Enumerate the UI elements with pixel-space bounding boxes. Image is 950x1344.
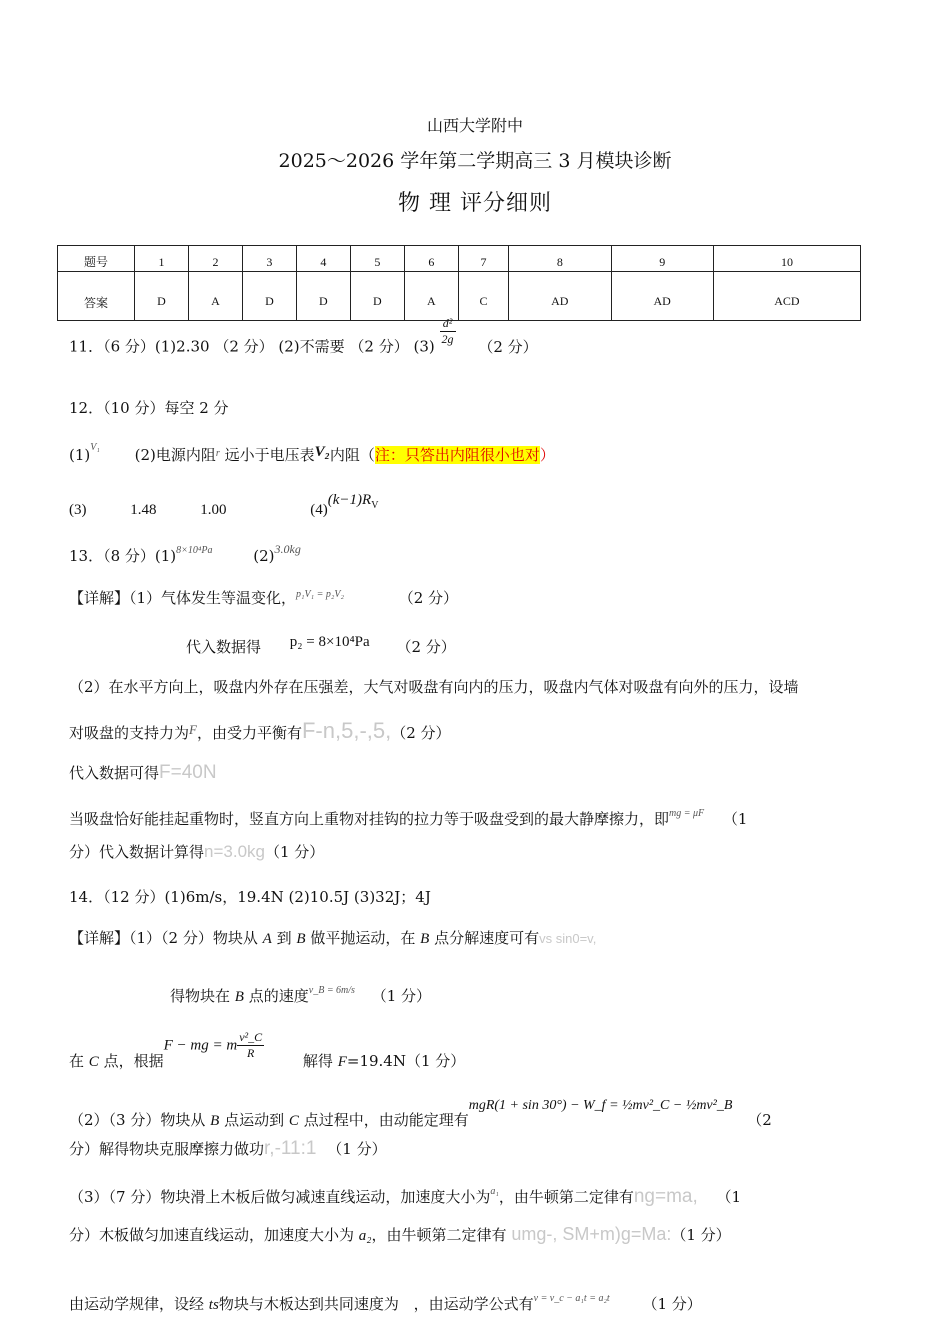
q13-eq-3: mg = μF <box>669 808 705 819</box>
q12-note: 注：只答出内阻很小也对 <box>374 446 540 464</box>
q12-head: 12．（10 分）每空 2 分 <box>69 399 229 417</box>
q14-score-1: （1 分） <box>371 987 432 1005</box>
q13-detail-text: 代入数据可得 <box>69 764 160 782</box>
q14-faint-work: r,-11:1 <box>264 1138 317 1159</box>
q14-result-1: =19.4N（1 分） <box>346 1051 466 1070</box>
q14-detail-5 <box>69 1138 387 1160</box>
table-cell: D <box>350 272 404 321</box>
q13-part2-label: (2) <box>253 547 275 565</box>
point-c-symbol: C <box>88 1053 99 1070</box>
q14-detail-text: 做平抛运动，在 <box>310 929 416 947</box>
q13-detail-7 <box>69 841 324 862</box>
answer-table <box>57 245 861 321</box>
q13-answer-2: 3.0kg <box>274 542 301 556</box>
q14-score-2a: （2 <box>747 1111 772 1129</box>
q14-detail-text: 点分解速度可有 <box>434 929 540 947</box>
q14-eq-newton: F − mg = m <box>163 1037 238 1054</box>
table-cell: 4 <box>296 246 350 272</box>
table-cell: 10 <box>713 246 860 272</box>
table-cell: 5 <box>350 246 404 272</box>
q13-faint-mass: n=3.0kg <box>204 842 265 861</box>
q12-value-1: 1.48 <box>130 502 157 518</box>
q13-detail-5 <box>69 762 217 784</box>
q14-detail-text: 点运动到 <box>224 1111 285 1129</box>
q13-head-text: 13．（8 分）(1) <box>69 547 177 565</box>
q13-detail-text: 代入数据得 <box>186 638 262 656</box>
table-cell: 1 <box>135 246 189 272</box>
table-cell: 3 <box>242 246 296 272</box>
q13-score-4a: （1 <box>722 810 748 828</box>
table-cell: 9 <box>611 246 713 272</box>
q12-note-close: ） <box>539 446 555 464</box>
point-b-symbol: B <box>210 1113 220 1129</box>
table-label-answer: 答案 <box>58 272 135 321</box>
q14-eq-vb: v_B = 6m/s <box>308 985 355 996</box>
q13-faint-eq: F-n,5,-,5, <box>301 718 392 743</box>
q14-score-2b: （1 分） <box>327 1140 387 1158</box>
q14-score-3c: （1 分） <box>642 1295 702 1313</box>
q13-score-4b: （1 分） <box>265 843 325 861</box>
table-cell: 6 <box>404 246 458 272</box>
q12-line2 <box>69 492 379 519</box>
q14-faint-eq-2: ng=ma, <box>633 1186 698 1207</box>
q13-eq-2: p₂ = 8×10⁴Pa <box>289 634 370 650</box>
q12-part4-subscript: V <box>371 500 379 511</box>
table-cell: 2 <box>188 246 242 272</box>
q13-score-3: （2 分） <box>391 724 451 742</box>
fraction-denominator: 2g <box>441 332 454 346</box>
q13-detail-6 <box>69 808 747 829</box>
q14-detail-text: 在 <box>69 1051 85 1070</box>
q12-part2-text2: 内阻（ <box>329 446 375 464</box>
q12-value-2: 1.00 <box>200 502 227 518</box>
q14-detail-text: ，由运动学公式有 <box>413 1295 534 1313</box>
q13-detail-text: 分）代入数据计算得 <box>69 843 205 861</box>
point-b-symbol: B <box>296 931 306 947</box>
time-symbol: ts <box>208 1297 219 1313</box>
q14-head: 14．（12 分）(1)6m/s，19.4N (2)10.5J (3)32J；4J <box>69 888 431 906</box>
point-b-symbol: B <box>420 931 430 947</box>
q14-detail-text: 由运动学规律，设经 <box>69 1295 205 1313</box>
fraction-numerator: d² <box>440 316 456 332</box>
q13-force-symbol: F <box>189 722 197 737</box>
q14-score-3a: （1 <box>716 1188 742 1206</box>
school-name: 山西大学附中 <box>426 116 523 135</box>
table-cell: 7 <box>458 246 508 272</box>
fraction-denominator: R <box>246 1046 255 1060</box>
q13-score-2: （2 分） <box>396 638 456 656</box>
q14-eq-energy: mgR(1 + sin 30°) − W_f = ½mv²_C − ½mv²_B <box>468 1098 733 1113</box>
q13-head <box>69 542 301 566</box>
subject-title: 物 理 评分细则 <box>398 191 552 216</box>
q14-detail-text: ，由牛顿第二定律有 <box>371 1226 507 1244</box>
q14-detail-text: 分）木板做匀加速直线运动，加速度大小为 <box>69 1226 355 1244</box>
table-cell: AD <box>509 272 611 321</box>
table-cell: D <box>296 272 350 321</box>
q13-detail-text: ，由受力平衡有 <box>196 724 302 742</box>
q14-detail-6 <box>69 1186 741 1208</box>
exam-title: 2025～2026 学年第二学期高三 3 月模块诊断 <box>278 150 672 172</box>
q14-detail-7 <box>69 1224 731 1245</box>
q13-detail-3: （2）在水平方向上，吸盘内外存在压强差，大气对吸盘有向内的压力，吸盘内气体对吸盘有向外的压力，设墙 <box>69 678 799 696</box>
q12-part2-text: 远小于电压表 <box>224 446 315 464</box>
q11-fraction <box>440 316 456 347</box>
q13-detail-2 <box>186 636 456 657</box>
answer-row <box>58 272 861 321</box>
table-cell: A <box>188 272 242 321</box>
q13-detail-text: 当吸盘恰好能挂起重物时，竖直方向上重物对挂钩的拉力等于吸盘受到的最大静摩擦力，即 <box>69 810 670 828</box>
q14-detail-text: 到 <box>276 929 292 947</box>
q14-detail-text: 点，根据 <box>103 1051 164 1070</box>
q11-head: 11．（6 分）(1)2.30 （2 分） (2)不需要 （2 分） (3) <box>69 337 435 356</box>
r-symbol: r <box>215 448 220 459</box>
q14-faint-eq-1: vs sin0=v, <box>539 931 597 946</box>
q14-detail-text: 得物块在 <box>170 987 231 1005</box>
q14-detail-8 <box>69 1293 702 1314</box>
table-cell: 8 <box>509 246 611 272</box>
q11-line <box>69 316 538 363</box>
q14-detail-1 <box>69 927 596 948</box>
question-number-row <box>58 246 861 272</box>
q14-eq-fraction <box>237 1030 264 1061</box>
a2-symbol: a₂ <box>358 1228 372 1244</box>
q14-detail-4 <box>69 1093 772 1129</box>
v1-symbol: V₁ <box>90 442 100 453</box>
q13-detail-4 <box>69 718 451 744</box>
q13-answer-1: 8×10⁴Pa <box>176 545 213 556</box>
table-cell: C <box>458 272 508 321</box>
table-cell: A <box>404 272 458 321</box>
q12-part4-formula: (k−1)R <box>327 492 372 508</box>
q14-detail-text: 分）解得物块克服摩擦力做功 <box>69 1140 265 1158</box>
q14-score-3b: （1 分） <box>671 1226 731 1244</box>
point-a-symbol: A <box>262 931 272 947</box>
q14-detail-text: ，由牛顿第二定律有 <box>498 1188 634 1206</box>
q14-detail-3 <box>69 1030 466 1070</box>
q14-detail-text: 【详解】（1）（2 分）物块从 <box>69 929 258 947</box>
q14-detail-2 <box>170 985 431 1006</box>
table-cell: AD <box>611 272 713 321</box>
point-b-symbol: B <box>234 989 244 1005</box>
q14-eq-kinematics: v = v_c − a₁t = a₂t <box>533 1293 610 1304</box>
v2-symbol: V₂ <box>314 444 330 460</box>
q12-part4-label: (4) <box>310 502 328 518</box>
q12-part3-label: (3) <box>69 502 87 518</box>
q14-detail-text: （2）（3 分）物块从 <box>69 1111 206 1129</box>
table-cell: D <box>135 272 189 321</box>
q12-part2-label: (2)电源内阻 <box>134 446 216 464</box>
table-cell: ACD <box>713 272 860 321</box>
fraction-numerator: v²_C <box>239 1030 263 1044</box>
point-c-symbol: C <box>288 1113 299 1129</box>
q13-score-1: （2 分） <box>398 589 459 607</box>
force-symbol: F <box>337 1053 347 1070</box>
table-label-number: 题号 <box>58 246 135 272</box>
q13-detail-text: 对吸盘的支持力为 <box>69 724 190 742</box>
q13-detail-text: 【详解】（1）气体发生等温变化， <box>69 589 297 607</box>
q14-detail-text: 点过程中，由动能定理有 <box>303 1111 469 1129</box>
q13-detail-1 <box>69 587 458 608</box>
q14-detail-text: 点的速度 <box>248 987 309 1005</box>
q13-faint-result: F=40N <box>159 762 217 783</box>
q12-part1-label: (1) <box>69 446 91 464</box>
q14-detail-text: （3）（7 分）物块滑上木板后做匀减速直线运动，加速度大小为 <box>69 1188 491 1206</box>
q14-detail-text: 物块与木板达到共同速度为 <box>218 1295 399 1313</box>
q14-faint-eq-3: umg-, SM+m)g=Ma: <box>511 1224 672 1244</box>
q13-eq-1: p₁V₁ = p₂V₂ <box>296 589 344 600</box>
table-cell: D <box>242 272 296 321</box>
q12-line1 <box>69 444 555 465</box>
a1-symbol: a₁ <box>490 1186 499 1197</box>
q11-score: （2 分） <box>478 337 538 356</box>
q14-detail-text: 解得 <box>302 1051 333 1070</box>
